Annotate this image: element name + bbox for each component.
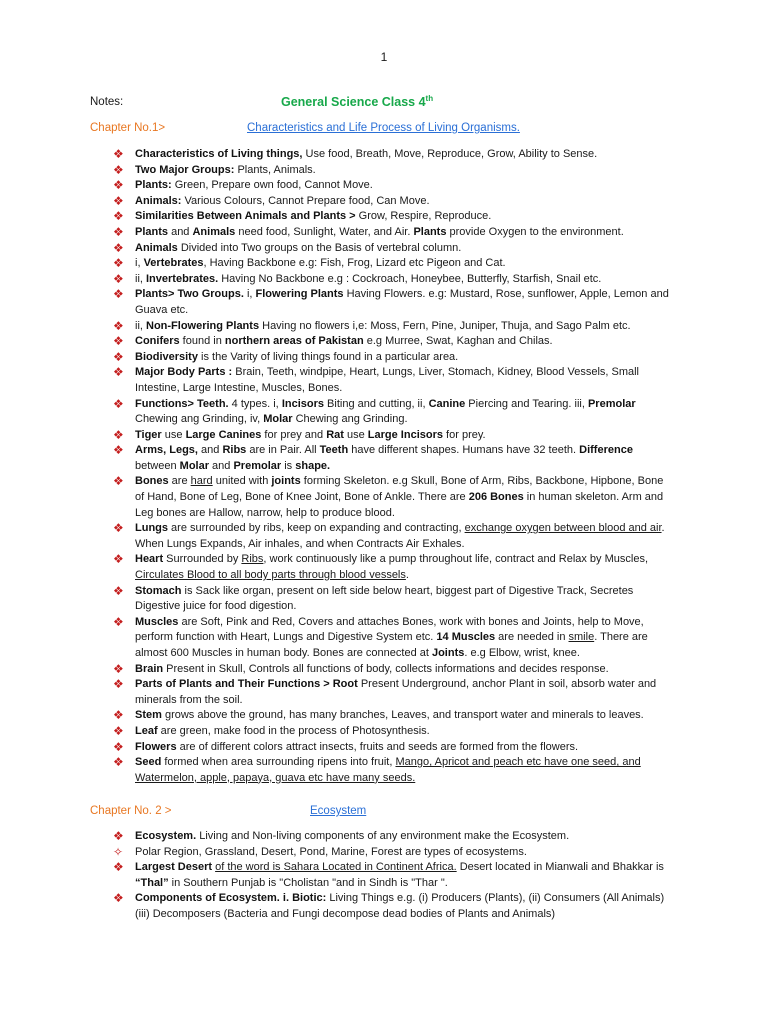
note-text: found in	[179, 335, 225, 348]
bold-term: Animals	[135, 241, 178, 254]
note-text: and	[168, 225, 193, 238]
bold-term: Premolar	[587, 397, 636, 410]
diamond-bullet-icon: ❖	[113, 614, 124, 629]
diamond-bullet-icon: ❖	[113, 739, 124, 754]
bold-term: Brain	[135, 662, 164, 675]
diamond-bullet-icon: ❖	[113, 193, 124, 208]
bold-term: Heart	[135, 553, 164, 566]
bold-term: Ribs	[222, 444, 247, 457]
diamond-bullet-icon: ❖	[113, 723, 124, 738]
bold-term: Plants	[413, 225, 447, 238]
note-item	[113, 334, 675, 350]
diamond-bullet-icon: ❖	[113, 147, 124, 161]
note-text: Biting and cutting, ii,	[324, 397, 429, 410]
note-text: Desert located in Mianwali and Bhakkar is	[456, 861, 664, 874]
bold-term: Stomach	[135, 584, 182, 597]
bold-term: Arms, Legs,	[135, 444, 198, 457]
note-text: have different shapes. Humans have 32 teeth.	[348, 444, 580, 457]
note-text: and	[197, 444, 223, 457]
note-item	[113, 708, 675, 724]
document-title-superscript: th	[425, 94, 434, 103]
bold-term: Plants:	[135, 179, 172, 192]
underlined-text: Mango, Apricot and peach etc have one seed, and Watermelon, apple, papaya, guava etc have many seeds.	[135, 756, 641, 784]
note-text: Chewing ang Grinding.	[292, 413, 408, 426]
note-text: . e.g Elbow, wrist, knee.	[464, 647, 580, 659]
diamond-bullet-icon: ❖	[113, 891, 124, 906]
note-text: i,	[243, 288, 256, 301]
note-text: is Sack like organ, present on left side below heart, biggest part of Digestive Track, Secretes Digestive juice for food digestion.	[135, 584, 634, 613]
note-text: Present in Skull, Controls all functions of body, collects informations and decides response.	[163, 662, 609, 675]
note-text: Surrounded by	[163, 553, 242, 566]
note-text: Living and Non-living components of any environment make the Ecosystem.	[196, 830, 570, 842]
note-text: are in Pair. All	[246, 444, 320, 457]
bold-term: Large Incisors	[367, 428, 443, 441]
note-text: Divided into Two groups on the Basis of vertebral column.	[177, 241, 462, 254]
bold-term: Plants> Two Groups.	[135, 288, 244, 301]
diamond-bullet-icon: ❖	[113, 271, 124, 286]
bold-term: joints	[271, 475, 301, 488]
diamond-bullet-icon: ❖	[113, 829, 124, 843]
note-item	[113, 860, 675, 891]
diamond-bullet-icon: ❖	[113, 178, 124, 193]
bold-term: “Thal”	[135, 876, 169, 889]
bold-term: Major Body Parts :	[135, 366, 233, 379]
bold-term: Tiger	[135, 428, 162, 441]
note-text: Green, Prepare own food, Cannot Move.	[171, 179, 373, 192]
diamond-bullet-icon: ❖	[113, 209, 124, 224]
note-item	[113, 891, 675, 922]
hollow-diamond-bullet-icon: ✧	[113, 844, 124, 859]
note-item	[113, 287, 675, 318]
note-text: use	[161, 428, 186, 441]
note-item	[113, 428, 675, 444]
bold-term: Animals:	[135, 194, 182, 207]
note-item	[113, 755, 675, 786]
bold-term: Conifers	[135, 335, 180, 348]
note-text: for prey.	[443, 428, 486, 441]
diamond-bullet-icon: ❖	[113, 224, 124, 239]
chapter-1-heading	[90, 122, 710, 140]
note-item	[113, 225, 675, 241]
chapter-title[interactable]: Ecosystem	[310, 805, 367, 817]
chapter-2-notes-list	[113, 829, 675, 923]
bold-term: Characteristics of Living things,	[135, 148, 303, 160]
note-item	[113, 552, 675, 583]
note-item	[113, 319, 675, 335]
bold-term: Flowers	[135, 740, 177, 753]
diamond-bullet-icon: ❖	[113, 443, 124, 458]
chapter-label: Chapter No. 2 >	[90, 805, 172, 817]
diamond-bullet-icon: ❖	[113, 287, 124, 302]
diamond-bullet-icon: ❖	[113, 677, 124, 692]
underlined-text: hard	[190, 475, 213, 488]
note-text: e.g Murree, Swat, Kaghan and Chilas.	[363, 335, 553, 348]
bold-term: Muscles	[135, 615, 179, 628]
chapter-1-notes-list	[113, 147, 675, 786]
chapter-2-heading	[90, 805, 710, 823]
note-item	[113, 474, 675, 521]
note-item	[113, 740, 675, 756]
note-text: grows above the ground, has many branches, Leaves, and transport water and minerals to leaves.	[161, 709, 644, 722]
note-text: Polar Region, Grassland, Desert, Pond, Marine, Forest are types of ecosystems.	[135, 845, 527, 858]
diamond-bullet-icon: ❖	[113, 256, 124, 271]
underlined-text: Ribs	[241, 553, 264, 566]
bold-term: Two Major Groups:	[135, 163, 235, 176]
bold-term: Molar	[263, 413, 293, 426]
note-item	[113, 662, 675, 678]
bold-term: Bones	[135, 475, 169, 488]
note-item	[113, 256, 675, 272]
note-text: are green, make food in the process of Photosynthesis.	[157, 724, 430, 737]
note-text: Grow, Respire, Reproduce.	[355, 210, 492, 223]
bold-term: Invertebrates.	[146, 272, 219, 285]
bold-term: Stem	[135, 709, 162, 722]
note-text: are Soft, Pink and Red, Covers and attaches Bones, work with bones and Joints, help to Move, perform function with Heart, Lungs and Digestive System etc.	[135, 615, 644, 644]
diamond-bullet-icon: ❖	[113, 318, 124, 333]
bold-term: Leaf	[135, 724, 158, 737]
bold-term: Teeth	[319, 444, 349, 457]
note-text: are	[168, 475, 191, 488]
note-text: Having No Backbone e.g : Cockroach, Honeybee, Butterfly, Starfish, Snail etc.	[218, 272, 602, 285]
note-text: Present Underground, anchor Plant in soil, absorb water and minerals from the soil.	[135, 678, 657, 706]
note-text: Various Colours, Cannot Prepare food, Can Move.	[181, 194, 430, 207]
note-text: are needed in	[495, 631, 569, 644]
chapter-label: Chapter No.1>	[90, 122, 166, 134]
diamond-bullet-icon: ❖	[113, 860, 124, 875]
bold-term: Premolar	[233, 459, 282, 472]
diamond-bullet-icon: ❖	[113, 661, 124, 676]
underlined-text: smile	[568, 631, 595, 644]
chapter-title[interactable]: Characteristics and Life Process of Living Organisms.	[247, 122, 520, 134]
note-text: Chewing ang Grinding, iv,	[135, 413, 264, 426]
note-text: , Having Backbone e.g: Fish, Frog, Lizard etc Pigeon and Cat.	[203, 257, 506, 270]
bold-term: Ecosystem.	[135, 830, 197, 842]
note-item	[113, 163, 675, 179]
diamond-bullet-icon: ❖	[113, 427, 124, 442]
bold-term: Similarities Between Animals and Plants >	[135, 210, 356, 223]
note-text: for prey and	[261, 428, 327, 441]
bold-term: Functions> Teeth.	[135, 397, 229, 410]
note-item	[113, 584, 675, 615]
bold-term: Joints	[431, 647, 465, 659]
diamond-bullet-icon: ❖	[113, 365, 124, 380]
note-text: between	[135, 459, 180, 472]
note-text: Use food, Breath, Move, Reproduce, Grow, Ability to Sense.	[302, 148, 598, 160]
note-item	[113, 209, 675, 225]
note-item	[113, 724, 675, 740]
diamond-bullet-icon: ❖	[113, 474, 124, 489]
note-item	[113, 272, 675, 288]
note-text: .	[405, 569, 409, 582]
note-item	[113, 241, 675, 257]
bold-term: Molar	[179, 459, 209, 472]
note-item	[113, 829, 675, 845]
note-text: are surrounded by ribs, keep on expanding and contracting,	[168, 522, 465, 535]
page-number: 1	[380, 50, 388, 64]
diamond-bullet-icon: ❖	[113, 240, 124, 255]
diamond-bullet-icon: ❖	[113, 334, 124, 349]
note-text: in Southern Punjab is "Cholistan "and in Sindh is "Thar ".	[168, 876, 448, 889]
note-text: is the Varity of living things found in a particular area.	[197, 350, 459, 363]
note-text: are of different colors attract insects, fruits and seeds are formed from the flowers.	[176, 740, 579, 753]
bold-term: Canine	[428, 397, 466, 410]
header-row	[90, 94, 690, 114]
bold-term: Incisors	[281, 397, 324, 410]
note-text: Piercing and Tearing. iii,	[465, 397, 588, 410]
bold-term: Difference	[579, 444, 633, 457]
bold-term: Plants	[135, 225, 169, 238]
note-item	[113, 845, 675, 861]
note-item	[113, 615, 675, 662]
note-text: ii,	[135, 319, 146, 332]
diamond-bullet-icon: ❖	[113, 521, 124, 536]
note-text: formed when area surrounding ripens into fruit,	[161, 756, 396, 769]
note-text: need food, Sunlight, Water, and Air.	[235, 225, 414, 238]
bold-term: Flowering Plants	[255, 288, 344, 301]
bold-term: Non-Flowering Plants	[146, 319, 260, 332]
bold-term: Rat	[326, 428, 344, 441]
bold-term: Vertebrates	[143, 257, 204, 270]
note-text: i,	[135, 257, 144, 270]
note-item	[113, 397, 675, 428]
document-title	[281, 94, 433, 109]
note-text: , work continuously like a pump throughout life, contract and Relax by Muscles,	[263, 553, 649, 566]
bold-term: Animals	[192, 225, 236, 238]
diamond-bullet-icon: ❖	[113, 755, 124, 770]
note-item	[113, 147, 675, 163]
notes-label: Notes:	[90, 96, 124, 108]
diamond-bullet-icon: ❖	[113, 583, 124, 598]
note-text: Having no flowers i,e: Moss, Fern, Pine, Juniper, Thuja, and Sago Palm etc.	[259, 319, 631, 332]
diamond-bullet-icon: ❖	[113, 162, 124, 177]
bold-term: shape.	[295, 459, 331, 472]
note-item	[113, 365, 675, 396]
note-text: Living Things e.g. (i) Producers (Plants), (ii) Consumers (All Animals) (iii) Decomposers (Bacteria and Fungi decompose dead bodies of Plants and Animals)	[135, 892, 665, 920]
bold-term: Large Canines	[185, 428, 262, 441]
note-text: use	[343, 428, 368, 441]
underlined-text: of the word is Sahara Located in Continent Africa.	[215, 861, 457, 874]
bold-term: northern areas of Pakistan	[224, 335, 364, 348]
underlined-text: exchange oxygen between blood and air	[464, 522, 662, 535]
note-text: . There are almost 600 Muscles in human body. Bones are connected at	[135, 631, 648, 659]
note-text: in human skeleton. Arm and Leg bones are Hallow, narrow, help to produce blood.	[135, 491, 664, 519]
note-text: Plants, Animals.	[234, 163, 316, 176]
bold-term: Parts of Plants and Their Functions > Root	[135, 678, 358, 691]
diamond-bullet-icon: ❖	[113, 349, 124, 364]
bold-term: Largest Desert	[135, 861, 213, 874]
note-text: provide Oxygen to the environment.	[446, 225, 624, 238]
note-text: united with	[212, 475, 272, 488]
note-item	[113, 178, 675, 194]
diamond-bullet-icon: ❖	[113, 396, 124, 411]
bold-term: 206 Bones	[468, 491, 524, 504]
diamond-bullet-icon: ❖	[113, 552, 124, 567]
note-text: ii,	[135, 272, 146, 285]
bold-term: Lungs	[135, 522, 168, 535]
note-item	[113, 350, 675, 366]
note-item	[113, 443, 675, 474]
note-item	[113, 194, 675, 210]
note-text: . When Lungs Expands, Air inhales, and when Contracts Air Exhales.	[135, 522, 665, 550]
bold-term: Biodiversity	[135, 350, 198, 363]
bold-term: Seed	[135, 756, 162, 769]
note-text: forming Skeleton. e.g Skull, Bone of Arm, Ribs, Backbone, Hipbone, Bone of Hand, Bone of Leg, Bone of Knee Joint, Bone of Ankle. There are	[135, 475, 664, 504]
bold-term: 14 Muscles	[436, 631, 496, 644]
note-text: is	[281, 459, 296, 472]
diamond-bullet-icon: ❖	[113, 708, 124, 723]
note-text: 4 types. i,	[228, 397, 282, 410]
note-text: Having Flowers. e.g: Mustard, Rose, sunflower, Apple, Lemon and Guava etc.	[135, 288, 669, 316]
note-text: Brain, Teeth, windpipe, Heart, Lungs, Liver, Stomach, Kidney, Blood Vessels, Small Intestine, Large Intestine, Muscles, Bones.	[135, 366, 639, 394]
note-text: and	[209, 459, 234, 472]
document-title-text: General Science Class 4	[281, 95, 426, 110]
bold-term: Components of Ecosystem. i. Biotic:	[135, 892, 327, 905]
note-item	[113, 521, 675, 552]
underlined-text: Circulates Blood to all body parts through blood vessels	[135, 569, 406, 582]
note-item	[113, 677, 675, 708]
